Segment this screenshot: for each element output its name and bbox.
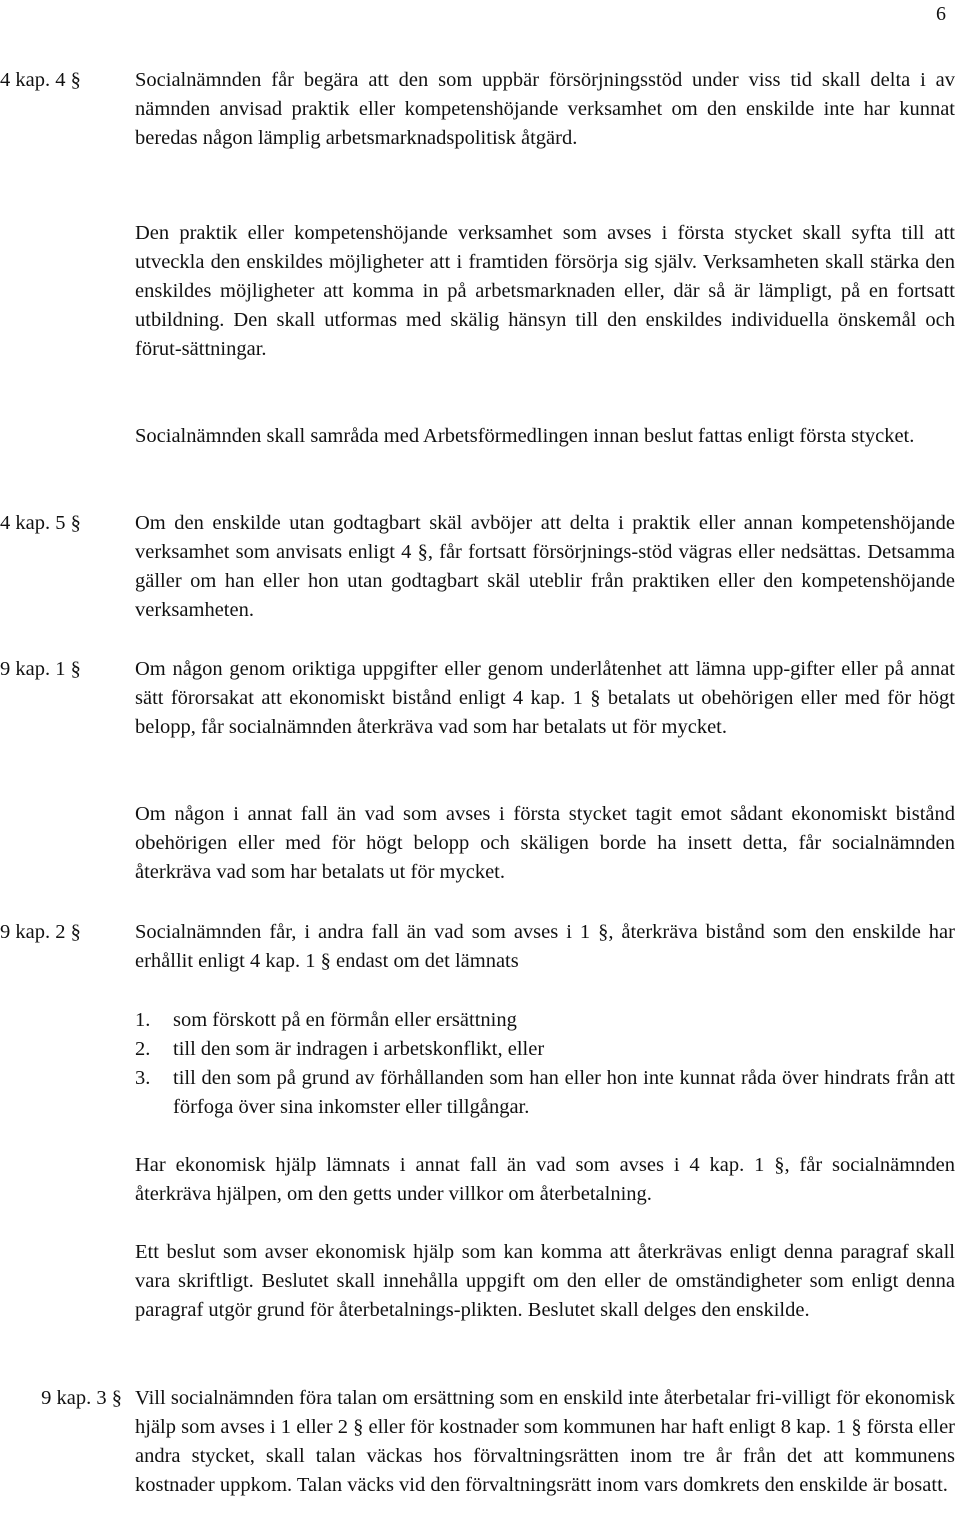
paragraph: Den praktik eller kompetenshöjande verksamhet som avses i första stycket skall syfta till att utveckla den enskildes möjligheter att i framtiden försörja sig själv. Verksamheten skall stärka den enskildes möjligheter att komma in på arbetsmarknaden eller, där så är lämpligt, på en fortsatt utbildning. Den skall utformas med skälig hänsyn till den enskildes individuella önskemål och förut-sättningar. xyxy=(135,222,955,360)
list-number: 1. xyxy=(135,1009,151,1031)
paragraph: Om någon i annat fall än vad som avses i första stycket tagit emot sådant ekonomiskt bistånd obehörigen eller med för högt belopp och skäligen borde ha insett detta, får socialnämnden återkräva vad som har betalats ut för mycket. xyxy=(135,803,955,883)
paragraph: Om någon genom oriktiga uppgifter eller genom underlåtenhet att lämna upp-gifter eller på annat sätt förorsakat att ekonomiskt bistånd enligt 4 kap. 1 § betalats ut obehörigen eller med för högt belopp, får socialnämnden återkräva vad som har betalats ut för mycket. xyxy=(135,658,955,738)
section-label: 9 kap. 2 § xyxy=(0,921,81,943)
list-item xyxy=(135,1006,955,1035)
paragraph: Har ekonomisk hjälp lämnats i annat fall än vad som avses i 4 kap. 1 §, får socialnämnden återkräva hjälpen, om den getts under villkor om återbetalning. xyxy=(135,1154,955,1205)
paragraph: Om den enskilde utan godtagbart skäl avböjer att delta i praktik eller annan kompetenshöjande verksamhet som anvisats enligt 4 §, får fortsatt försörjnings-stöd vägras eller nedsättas. Detsamma gäller om han eller hon utan godtagbart skäl uteblir från praktiken eller den kompetenshöjande verksamheten. xyxy=(135,512,955,621)
list-number: 3. xyxy=(135,1067,151,1089)
paragraph: Vill socialnämnden föra talan om ersättning som en enskild inte återbetalar fri-villigt för ekonomisk hjälp som avses i 1 eller 2 § eller för kostnader som kommunen har haft enligt 8 kap. 1 § första eller andra stycket, skall talan väckas hos förvaltningsrätten inom tre år från det att kommunens kostnader uppkom. Talan väcks vid den förvaltningsrätt inom vars domkrets den enskilde är bosatt. xyxy=(135,1387,955,1496)
paragraph: Socialnämnden får, i andra fall än vad som avses i 1 §, återkräva bistånd som den enskilde har erhållit enligt 4 kap. 1 § endast om det lämnats xyxy=(135,921,955,972)
section-label: 4 kap. 5 § xyxy=(0,512,81,534)
list-text: som förskott på en förmån eller ersättning xyxy=(173,1009,517,1031)
paragraph: Socialnämnden skall samråda med Arbetsförmedlingen innan beslut fattas enligt första stycket. xyxy=(135,425,915,447)
paragraph: Ett beslut som avser ekonomisk hjälp som kan komma att återkrävas enligt denna paragraf skall vara skriftligt. Beslutet skall innehålla uppgift om den eller de omständigheter som enligt denna paragraf utgör grund för återbetalnings-plikten. Beslutet skall delges den enskilde. xyxy=(135,1241,955,1321)
list-item xyxy=(135,1035,955,1064)
section-label: 4 kap. 4 § xyxy=(0,69,81,91)
list-item xyxy=(135,1064,955,1122)
section-label: 9 kap. 1 § xyxy=(0,658,81,680)
list-text: till den som är indragen i arbetskonflikt, eller xyxy=(173,1038,545,1060)
list-text: till den som på grund av förhållanden som han eller hon inte kunnat råda över hindrats från att förfoga över sina inkomster eller tillgångar. xyxy=(173,1067,955,1118)
page-number: 6 xyxy=(936,3,946,25)
paragraph: Socialnämnden får begära att den som uppbär försörjningsstöd under viss tid skall delta i av nämnden anvisad praktik eller kompetenshöjande verksamhet om den enskilde inte har kunnat beredas någon lämplig arbetsmarknadspolitisk åtgärd. xyxy=(135,69,955,149)
list-number: 2. xyxy=(135,1038,151,1060)
section-label: 9 kap. 3 § xyxy=(41,1387,122,1409)
